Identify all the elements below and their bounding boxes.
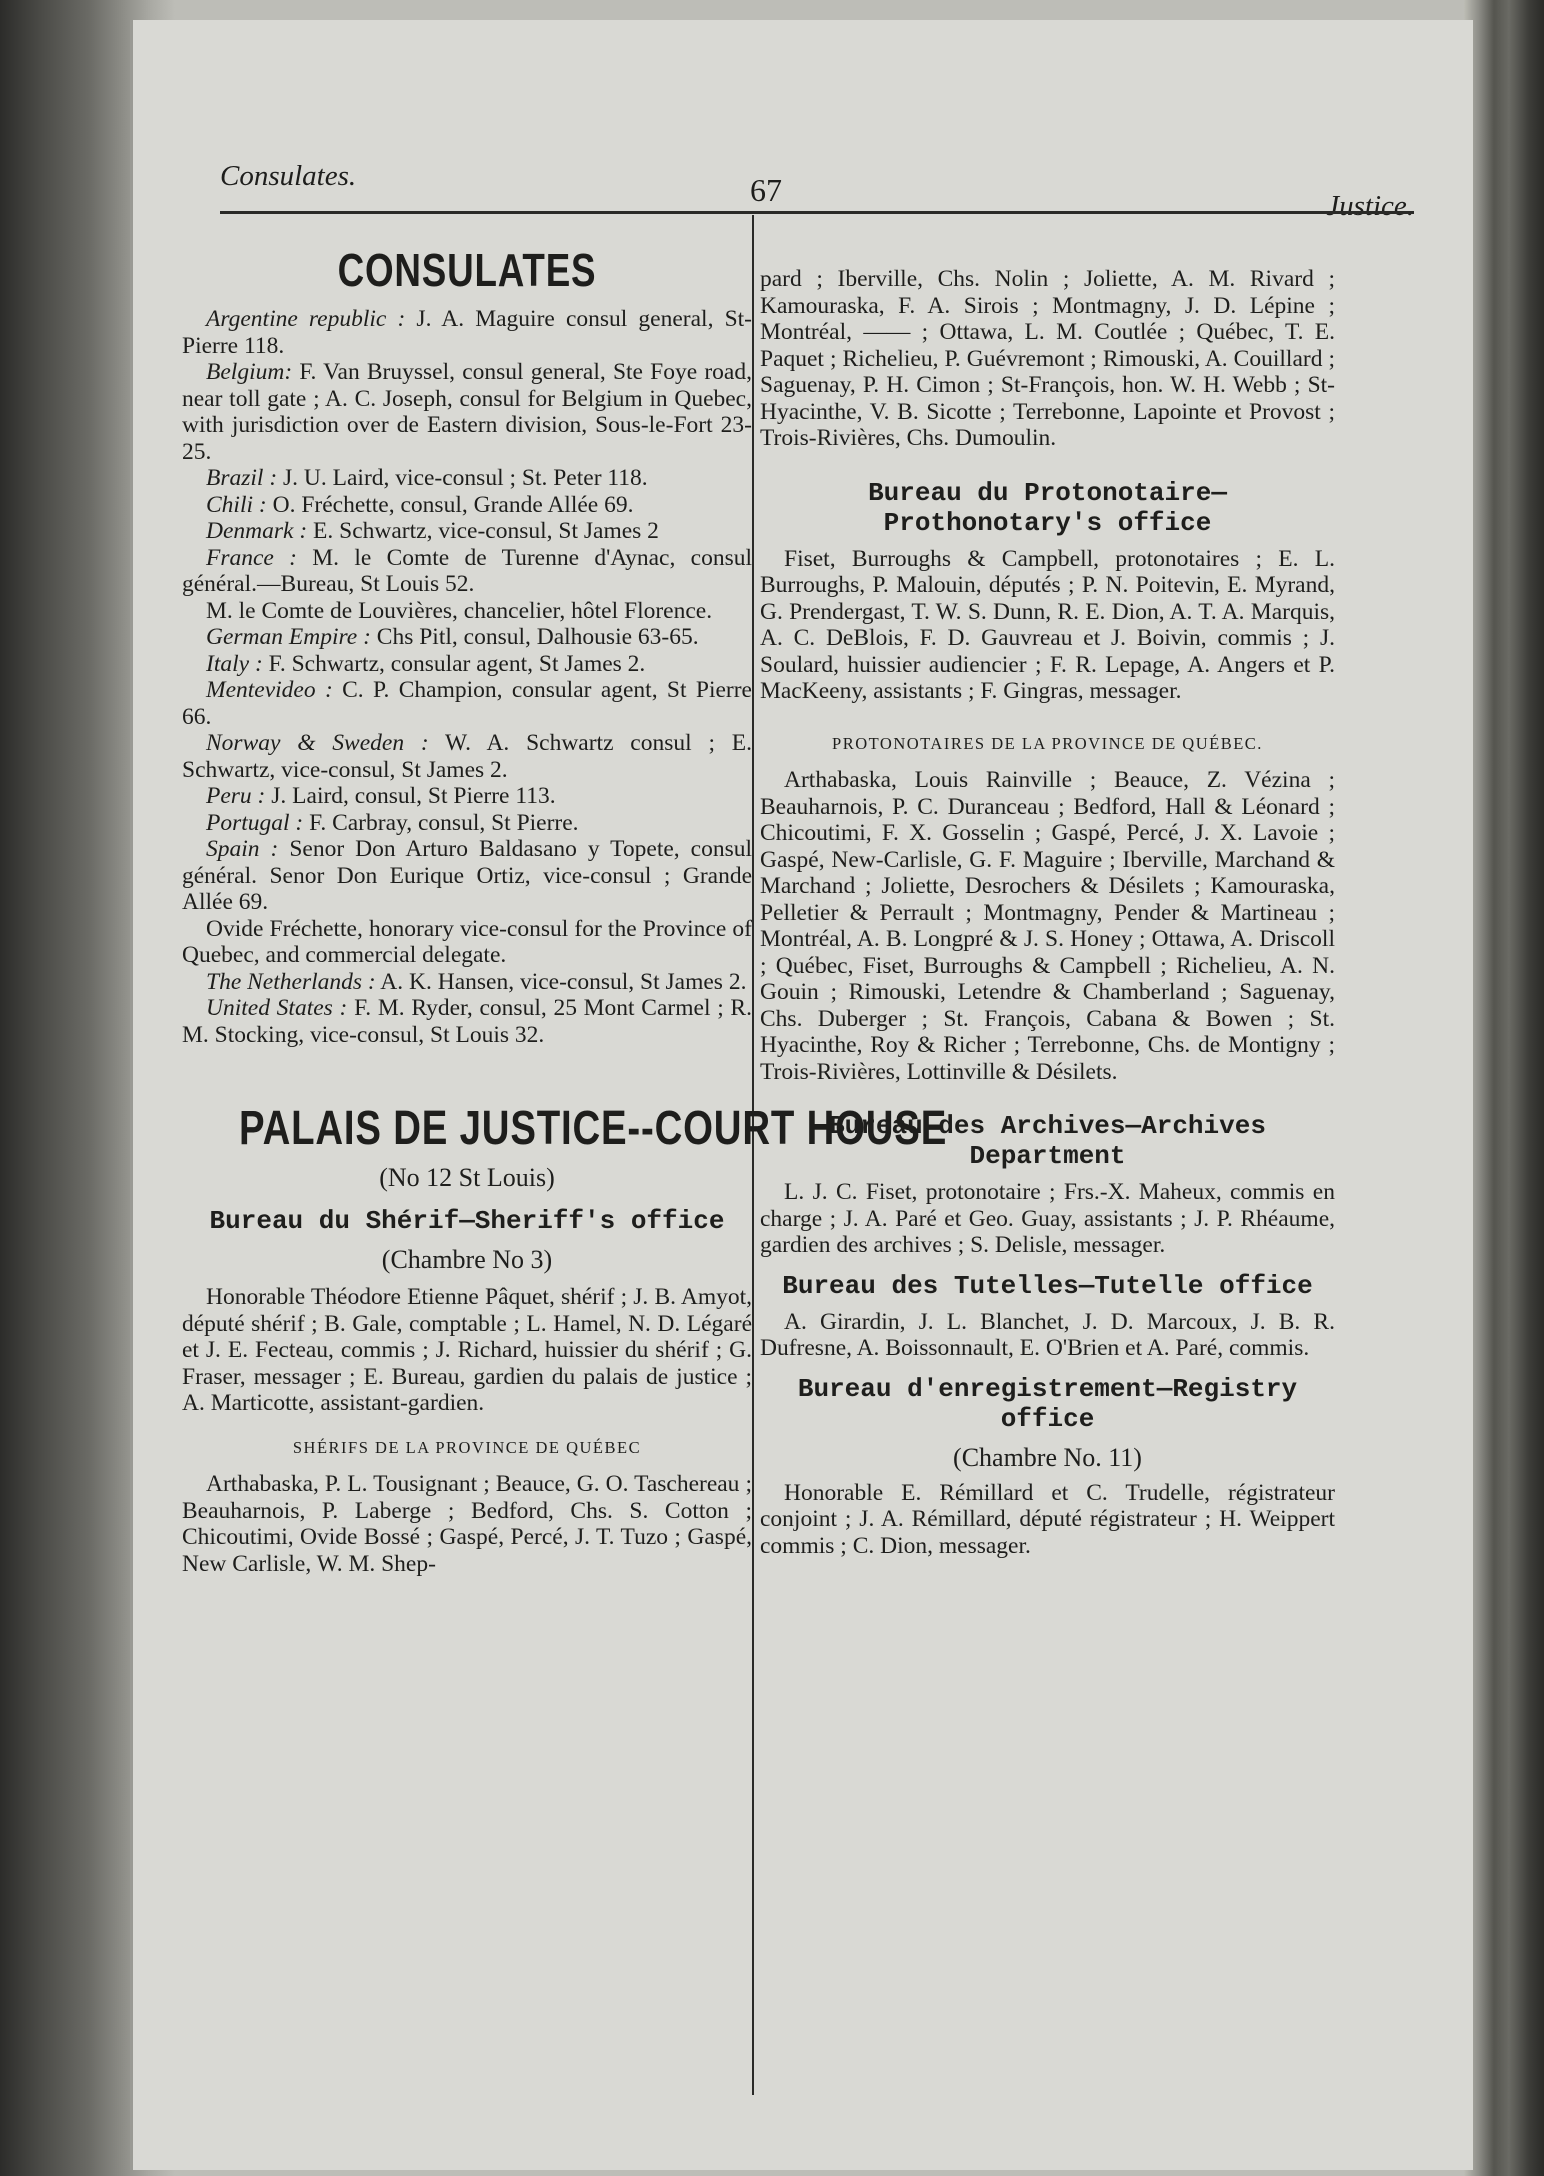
consulate-details: F. Carbray, consul, St Pierre. xyxy=(303,809,579,836)
consulate-country: The Netherlands : xyxy=(206,968,376,995)
consulate-entry xyxy=(182,810,752,837)
consulate-details: F. M. Ryder, consul, 25 Mont Carmel ; R. M. Stocking, vice-consul, St Louis 32. xyxy=(182,995,752,1048)
consulate-entry xyxy=(182,598,752,625)
consulate-details: M. le Comte de Turenne d'Aynac, consul général.—Bureau, St Louis 52. xyxy=(182,544,752,597)
consulate-details: W. A. Schwartz consul ; E. Schwartz, vice-consul, St James 2. xyxy=(182,730,752,783)
consulate-country: Italy : xyxy=(206,650,263,677)
consulate-entry xyxy=(182,677,752,730)
header-rule xyxy=(220,211,1414,214)
sheriff-office-text: Honorable Théodore Etienne Pâquet, shérif ; J. B. Amyot, député shérif ; B. Gale, comptable ; L. Hamel, N. D. Légaré et J. E. Fecteau, commis ; J. Richard, huissier du shérif ; G. Fraser, messager ; E. Bureau, gardien du palais de justice ; A. Marticotte, assistant-gardien. xyxy=(182,1284,752,1416)
sheriff-office-title: Bureau du Shérif—Sheriff's office xyxy=(209,1206,725,1236)
consulate-country: German Empire : xyxy=(206,624,371,650)
left-column xyxy=(182,240,948,1577)
consulate-entry xyxy=(182,969,752,996)
consulate-details: Ovide Fréchette, honorary vice-consul for the Province of Quebec, and commercial delegate. xyxy=(182,915,752,968)
consulate-entry xyxy=(182,306,752,359)
consulate-country: Spain : xyxy=(206,836,279,862)
consulate-entry xyxy=(182,995,752,1048)
book-binding xyxy=(1464,0,1544,2176)
consulate-country: Mentevideo : xyxy=(206,677,333,703)
consulate-entry xyxy=(182,492,752,519)
running-header xyxy=(220,150,1414,222)
prothonotary-title: Bureau du Protonotaire—Prothonotary's office xyxy=(868,477,1227,538)
consulates-title: CONSULATES xyxy=(337,244,597,296)
consulate-details: A. K. Hansen, vice-consul, St James 2. xyxy=(375,968,747,995)
consulate-entry xyxy=(182,359,752,465)
column-divider xyxy=(752,215,754,2095)
header-left: Consulates. xyxy=(220,160,357,192)
province-sheriffs-title: SHÉRIFS DE LA PROVINCE DE QUÉBEC xyxy=(292,1437,642,1457)
tutelles-title: Bureau des Tutelles—Tutelle office xyxy=(782,1270,1313,1301)
consulate-country: Belgium: xyxy=(206,359,293,385)
consulate-details: J. Laird, consul, St Pierre 113. xyxy=(265,783,556,809)
right-column xyxy=(760,266,1335,1559)
province-prothonotaries-title: PROTONOTAIRES DE LA PROVINCE DE QUÉBEC. xyxy=(832,733,1263,753)
court-house-address: (No 12 St Louis) xyxy=(379,1163,555,1192)
prothonotary-text: Fiset, Burroughs & Campbell, protonotaires ; E. L. Burroughs, P. Malouin, députés ; P. N. Poitevin, E. Myrand, G. Prendergast, T. W. S. Dunn, R. E. Dion, A. T. A. Marquis, A. C. DeBlois, F. D. Gauvreau et J. Boivin, commis ; J. Soulard, huissier audiencier ; F. R. Lepage, A. Angers et P. MacKeeny, assistants ; F. Gingras, messager. xyxy=(760,545,1335,704)
header-right: Justice. xyxy=(1326,190,1414,222)
consulate-country: France : xyxy=(206,544,297,571)
registry-room: (Chambre No. 11) xyxy=(953,1442,1142,1472)
consulate-details: Senor Don Arturo Baldasano y Topete, consul général. Senor Don Eurique Ortiz, vice-consul ; Grande Allée 69. xyxy=(182,836,753,915)
consulate-list xyxy=(182,306,752,1048)
court-house-title: PALAIS DE JUSTICE--COURT HOUSE xyxy=(239,1102,948,1155)
consulate-country: Portugal : xyxy=(206,809,304,836)
registry-text: Honorable E. Rémillard et C. Trudelle, régistrateur conjoint ; J. A. Rémillard, député régistrateur ; H. Weippert commis ; C. Dion, messager. xyxy=(760,1479,1335,1559)
province-sheriffs-text: Arthabaska, P. L. Tousignant ; Beauce, G. O. Taschereau ; Beauharnois, P. Laberge ; Bedford, Chs. S. Cotton ; Chicoutimi, Ovide Bossé ; Gaspé, Percé, J. T. Tuzo ; Gaspé, New Carlisle, W. M. Shep- xyxy=(182,1471,752,1577)
consulate-country: Argentine republic : xyxy=(206,306,406,332)
consulate-country: Norway & Sweden : xyxy=(206,730,429,756)
consulate-entry xyxy=(182,916,752,969)
consulate-details: Chs Pitl, consul, Dalhousie 63-65. xyxy=(370,624,699,650)
consulate-country: Peru : xyxy=(206,783,266,809)
sheriff-office-room: (Chambre No 3) xyxy=(381,1245,553,1274)
province-prothonotaries-text: Arthabaska, Louis Rainville ; Beauce, Z. Vézina ; Beauharnois, P. C. Duranceau ; Bedford, Hall & Léonard ; Chicoutimi, F. X. Gosselin ; Gaspé, Percé, J. X. Lavoie ; Gaspé, New-Carlisle, G. F. Maguire ; Iberville, Marchand & Marchand ; Joliette, Desrochers & Désilets ; Kamouraska, Pelletier & Perrault ; Montmagny, Pender & Martineau ; Montréal, A. B. Longpré & J. S. Honey ; Ottawa, A. Driscoll ; Québec, Fiset, Burroughs & Campbell ; Richelieu, A. N. Gouin ; Rimouski, Letendre & Chamberland ; Saguenay, Chs. Duberger ; St. François, Cabana & Bowen ; St. Hyacinthe, Roy & Richer ; Terrebonne, Chs. de Montigny ; Trois-Rivières, Lottinville & Désilets. xyxy=(760,767,1335,1085)
consulate-details: M. le Comte de Louvières, chancelier, hôtel Florence. xyxy=(206,597,713,624)
consulate-entry xyxy=(182,545,752,598)
archives-title: Bureau des Archives—Archives Department xyxy=(829,1111,1266,1171)
tutelles-text: A. Girardin, J. L. Blanchet, J. D. Marcoux, J. B. R. Dufresne, A. Boissonnault, E. O'Brien et A. Paré, commis. xyxy=(760,1308,1335,1361)
consulate-country: Denmark : xyxy=(206,518,308,544)
consulate-details: F. Schwartz, consular agent, St James 2. xyxy=(262,650,646,677)
consulate-entry xyxy=(182,836,752,916)
consulate-details: E. Schwartz, vice-consul, St James 2 xyxy=(307,518,659,544)
registry-title: Bureau d'enregistrement—Registry office xyxy=(797,1373,1298,1434)
consulate-entry xyxy=(182,624,752,651)
province-sheriffs-continued: pard ; Iberville, Chs. Nolin ; Joliette, A. M. Rivard ; Kamouraska, F. A. Sirois ; Montmagny, J. D. Lépine ; Montréal, —— ; Ottawa, L. M. Coutlée ; Québec, T. E. Paquet ; Richelieu, P. Guévremont ; Rimouski, A. Couillard ; Saguenay, P. H. Cimon ; St-François, hon. W. H. Webb ; St-Hyacinthe, V. B. Sicotte ; Terrebonne, Lapointe et Provost ; Trois-Rivières, Chs. Dumoulin. xyxy=(760,266,1335,451)
page-number: 67 xyxy=(750,172,782,208)
consulate-details: C. P. Champion, consular agent, St Pierre 66. xyxy=(182,677,752,730)
consulate-country: Chili : xyxy=(206,491,267,518)
consulate-entry xyxy=(182,465,752,492)
consulate-country: United States : xyxy=(206,995,348,1021)
consulate-entry xyxy=(182,518,752,545)
consulate-entry xyxy=(182,783,752,810)
consulate-details: J. U. Laird, vice-consul ; St. Peter 118. xyxy=(277,465,648,491)
consulate-country: Brazil : xyxy=(206,465,278,491)
consulate-entry xyxy=(182,730,752,783)
consulate-details: F. Van Bruyssel, consul general, Ste Foye road, near toll gate ; A. C. Joseph, consul for Belgium in Quebec, with jurisdiction over de Eastern division, Sous-le-Fort 23-25. xyxy=(182,359,752,465)
archives-text: L. J. C. Fiset, protonotaire ; Frs.-X. Maheux, commis en charge ; J. A. Paré et Geo. Guay, assistants ; J. P. Rhéaume, gardien des archives ; S. Delisle, messager. xyxy=(760,1179,1335,1258)
consulate-entry xyxy=(182,651,752,678)
consulate-details: J. A. Maguire consul general, St-Pierre 118. xyxy=(182,306,752,359)
consulate-details: O. Fréchette, consul, Grande Allée 69. xyxy=(266,491,634,518)
